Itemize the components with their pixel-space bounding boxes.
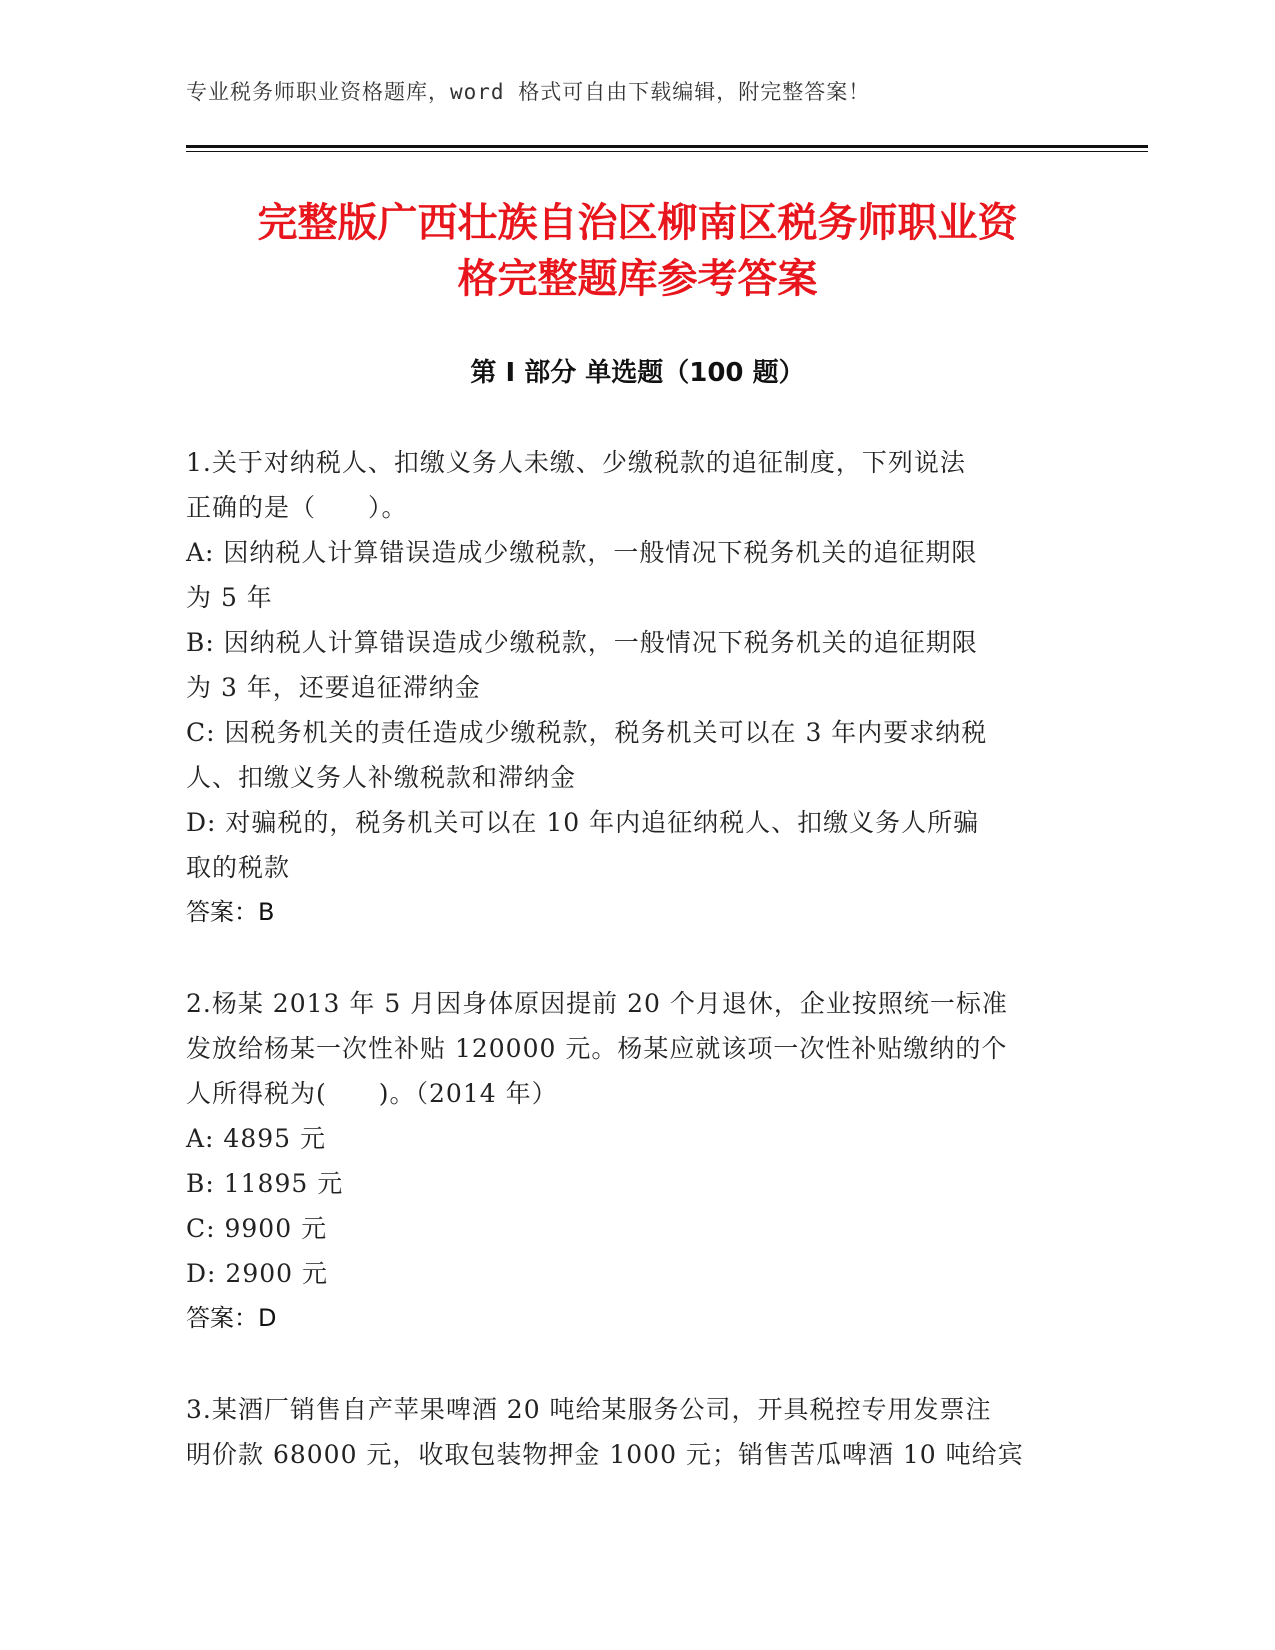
question-1: [186, 440, 1066, 935]
option-d-continued: 取的税款: [186, 853, 291, 882]
document-title: [150, 195, 1125, 307]
option-c-continued: 人、扣缴义务人补缴税款和滞纳金: [186, 763, 577, 792]
question-stem-line: 明价款 68000 元，收取包装物押金 1000 元；销售苦瓜啤酒 10 吨给宾: [186, 1440, 1024, 1469]
title-line-1: 完整版广西壮族自治区柳南区税务师职业资: [257, 200, 1018, 246]
section-heading: 第 I 部分 单选题（100 题）: [470, 358, 805, 388]
question-stem-line: 人所得税为( )。（2014 年）: [186, 1079, 558, 1108]
header-note: 专业税务师职业资格题库，word 格式可自由下载编辑，附完整答案！: [186, 80, 871, 104]
option-c: C: 9900 元: [186, 1214, 328, 1243]
option-a-continued: 为 5 年: [186, 583, 273, 612]
answer-label: 答案：D: [186, 1304, 277, 1332]
question-3: [186, 1387, 1066, 1477]
answer-label: 答案：B: [186, 898, 275, 926]
question-list: [186, 440, 1066, 1523]
question-stem-line: 2.杨某 2013 年 5 月因身体原因提前 20 个月退休，企业按照统一标准: [186, 989, 1008, 1018]
header-rule-thick: [186, 145, 1148, 148]
option-b: B: 因纳税人计算错误造成少缴税款，一般情况下税务机关的追征期限: [186, 628, 978, 657]
question-stem-line: 3.某酒厂销售自产苹果啤酒 20 吨给某服务公司，开具税控专用发票注: [186, 1395, 992, 1424]
option-d: D: 2900 元: [186, 1259, 328, 1288]
question-stem-line: 正确的是（ ）。: [186, 493, 408, 522]
option-b: B: 11895 元: [186, 1169, 344, 1198]
option-c: C: 因税务机关的责任造成少缴税款，税务机关可以在 3 年内要求纳税: [186, 718, 988, 747]
option-a: A: 因纳税人计算错误造成少缴税款，一般情况下税务机关的追征期限: [186, 538, 978, 567]
title-line-2: 格完整题库参考答案: [457, 256, 818, 302]
option-a: A: 4895 元: [186, 1124, 326, 1153]
question-stem-line: 1.关于对纳税人、扣缴义务人未缴、少缴税款的追征制度，下列说法: [186, 448, 966, 477]
question-2: [186, 981, 1066, 1341]
header-rule-thin: [186, 151, 1148, 152]
question-stem-line: 发放给杨某一次性补贴 120000 元。杨某应就该项一次性补贴缴纳的个: [186, 1034, 1008, 1063]
option-b-continued: 为 3 年，还要追征滞纳金: [186, 673, 481, 702]
option-d: D: 对骗税的，税务机关可以在 10 年内追征纳税人、扣缴义务人所骗: [186, 808, 980, 837]
